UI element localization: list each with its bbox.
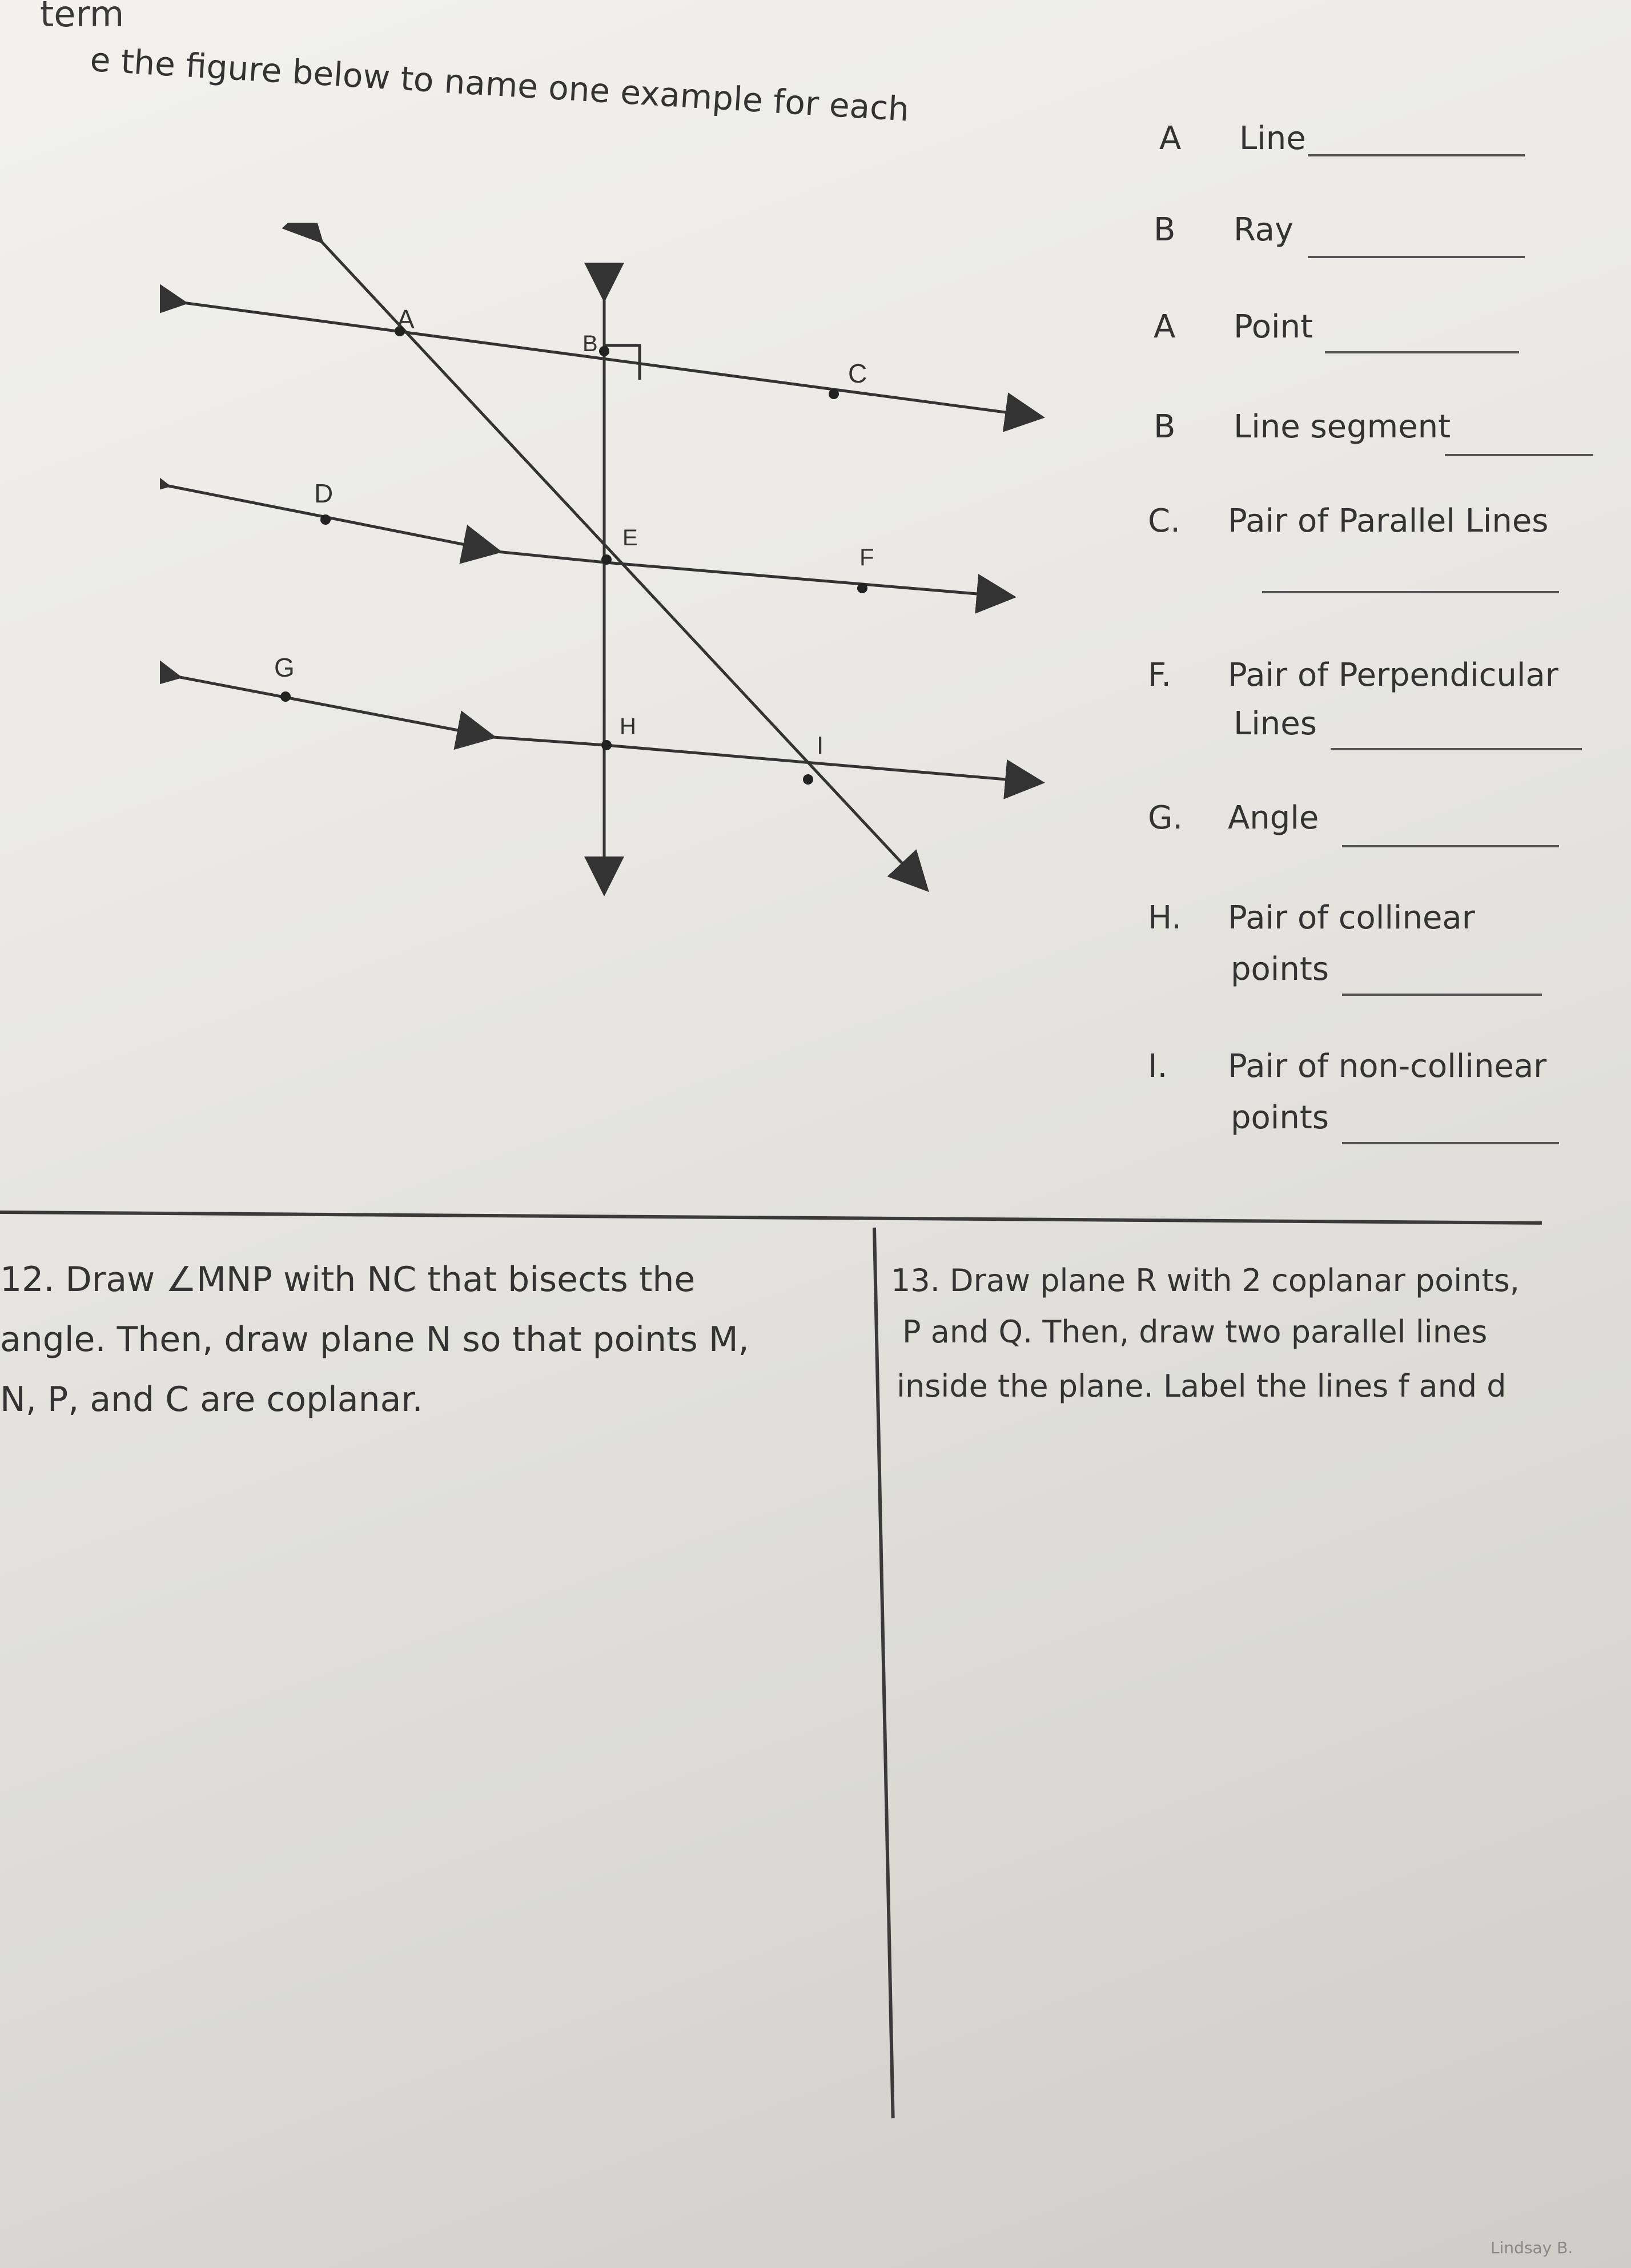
point-h: [601, 740, 612, 750]
transversal-line: [320, 240, 925, 888]
label-c: C: [848, 359, 867, 388]
term-perpendicular-lines: F. Pair of Perpendicular: [1148, 657, 1558, 694]
section-divider-horizontal: [0, 1211, 1542, 1225]
term-line-segment: B Line segment: [1154, 408, 1451, 445]
question-12-line-2: angle. Then, draw plane N so that points M,: [0, 1320, 749, 1360]
answer-blank-line[interactable]: [1308, 154, 1525, 156]
point-d: [320, 514, 331, 525]
question-13-drawing-area[interactable]: [891, 1427, 1605, 2238]
term-collinear-points-2: points: [1231, 951, 1329, 988]
answer-blank-parallel-lines[interactable]: [1262, 591, 1559, 593]
line-g: [177, 677, 491, 737]
header-fragment: term: [40, 0, 124, 35]
label-d: D: [314, 478, 334, 508]
point-b: [599, 346, 609, 356]
answer-blank-collinear-points[interactable]: [1342, 994, 1542, 996]
line-ac: [183, 303, 1039, 417]
instructions-text: e the figure below to name one example for each: [89, 40, 910, 129]
label-f: F: [859, 544, 874, 570]
term-collinear-points: H. Pair of collinear: [1148, 899, 1475, 936]
label-h: H: [620, 714, 636, 739]
label-a: A: [397, 304, 415, 334]
term-angle: G. Angle: [1148, 799, 1319, 837]
question-12-line-1: 12. Draw ∠MNP with NC that bisects the: [0, 1260, 696, 1300]
point-e: [601, 554, 612, 565]
label-b: B: [582, 331, 598, 356]
answer-blank-line-segment[interactable]: [1445, 454, 1593, 456]
term-ray: B Ray: [1154, 211, 1294, 248]
point-g: [280, 691, 291, 702]
term-perpendicular-lines-2: Lines: [1234, 705, 1317, 742]
label-e: E: [622, 525, 638, 550]
answer-blank-perpendicular-lines[interactable]: [1331, 748, 1582, 750]
point-c: [829, 389, 839, 399]
term-point: A Point: [1154, 308, 1313, 345]
geometry-figure: [160, 223, 1062, 908]
footer-credit: Lindsay B.: [1491, 2238, 1573, 2257]
question-13-line-3: inside the plane. Label the lines f and d: [897, 1368, 1507, 1404]
point-f: [857, 583, 867, 593]
answer-blank-ray[interactable]: [1308, 256, 1525, 258]
point-i: [803, 774, 813, 785]
question-12-drawing-area[interactable]: [0, 1439, 857, 2238]
answer-blank-point[interactable]: [1325, 351, 1519, 353]
label-i: I: [817, 731, 824, 759]
question-13-line-2: P and Q. Then, draw two parallel lines: [902, 1314, 1488, 1350]
label-g: G: [274, 653, 295, 682]
term-non-collinear-points: I. Pair of non-collinear: [1148, 1048, 1547, 1085]
answer-blank-angle[interactable]: [1342, 845, 1559, 847]
question-13-line-1: 13. Draw plane R with 2 coplanar points,: [891, 1262, 1520, 1298]
answer-blank-non-collinear-points[interactable]: [1342, 1142, 1559, 1144]
question-12-line-3: N, P, and C are coplanar.: [0, 1380, 423, 1419]
term-parallel-lines: C. Pair of Parallel Lines: [1148, 502, 1549, 540]
term-line: A Line: [1159, 120, 1306, 157]
term-non-collinear-points-2: points: [1231, 1099, 1329, 1136]
ray-ef: [605, 562, 1011, 597]
